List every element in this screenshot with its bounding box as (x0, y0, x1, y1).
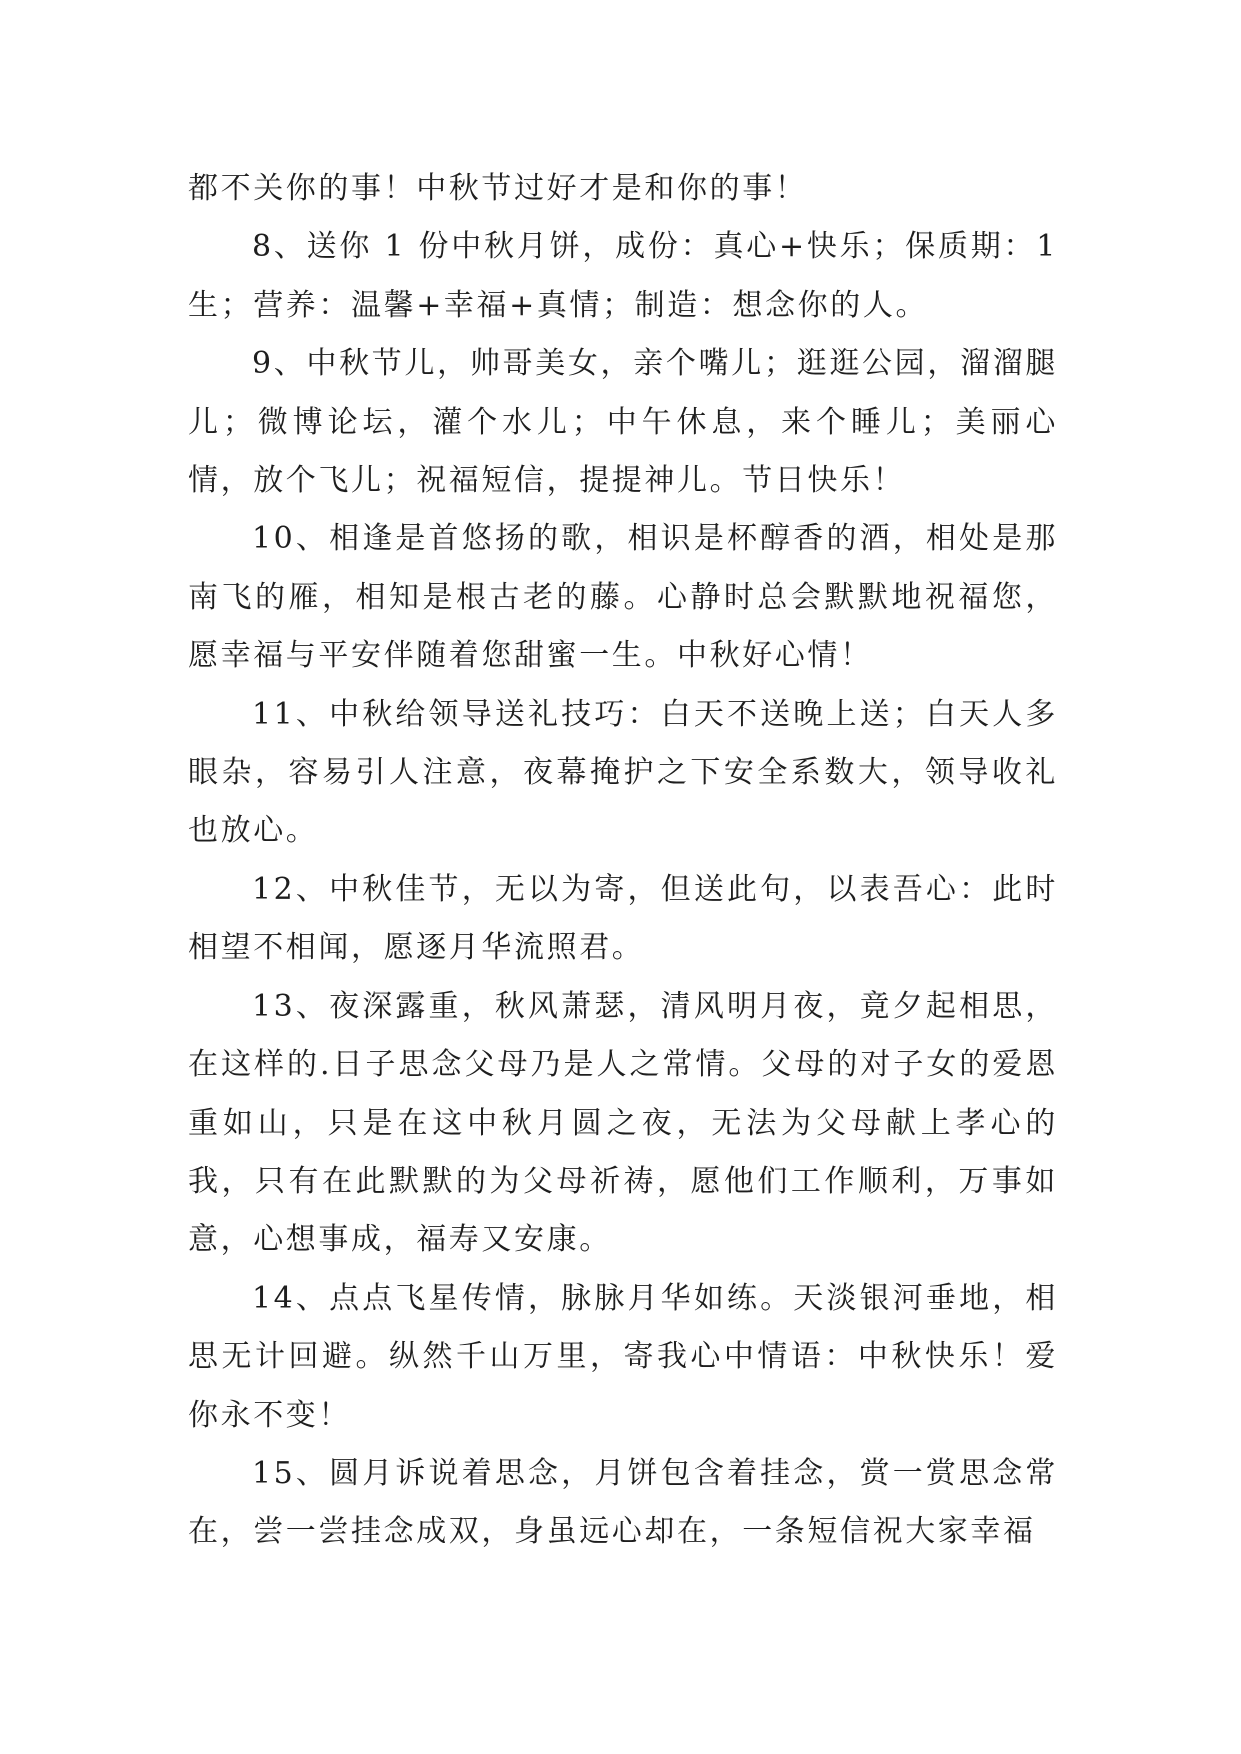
paragraph-14: 14、点点飞星传情，脉脉月华如练。天淡银河垂地，相思无计回避。纵然千山万里，寄我心中情语：中秋快乐！爱你永不变！ (188, 1280, 1058, 1433)
paragraph-8: 8、送你 1 份中秋月饼，成份：真心+快乐；保质期：1 生；营养：温馨+幸福+真情；制造：想念你的人。 (188, 229, 1058, 323)
paragraph-12: 12、中秋佳节，无以为寄，但送此句，以表吾心：此时相望不相闻，愿逐月华流照君。 (188, 871, 1058, 966)
paragraph-10: 10、相逢是首悠扬的歌，相识是杯醇香的酒，相处是那南飞的雁，相知是根古老的藤。心静时总会默默地祝福您，愿幸福与平安伴随着您甜蜜一生。中秋好心情！ (188, 521, 1058, 674)
paragraph-13: 13、夜深露重，秋风萧瑟，清风明月夜，竟夕起相思，在这样的.日子思念父母乃是人之常情。父母的对子女的爱恩重如山，只是在这中秋月圆之夜，无法为父母献上孝心的我，只有在此默默的为父母祈祷，愿他们工作顺利，万事如意，心想事成，福寿又安康。 (188, 988, 1058, 1258)
paragraph-15: 15、圆月诉说着思念，月饼包含着挂念，赏一赏思念常在，尝一尝挂念成双，身虽远心却在，一条短信祝大家幸福 (188, 1455, 1058, 1550)
paragraph-continuation: 都不关你的事！中秋节过好才是和你的事！ (188, 171, 808, 206)
paragraph-9: 9、中秋节儿，帅哥美女，亲个嘴儿；逛逛公园，溜溜腿儿；微博论坛，灌个水儿；中午休息，来个睡儿；美丽心情，放个飞儿；祝福短信，提提神儿。节日快乐！ (188, 346, 1058, 499)
document-body (188, 160, 1058, 1562)
paragraph-11: 11、中秋给领导送礼技巧：白天不送晚上送；白天人多眼杂，容易引人注意，夜幕掩护之下安全系数大，领导收礼也放心。 (188, 696, 1058, 849)
